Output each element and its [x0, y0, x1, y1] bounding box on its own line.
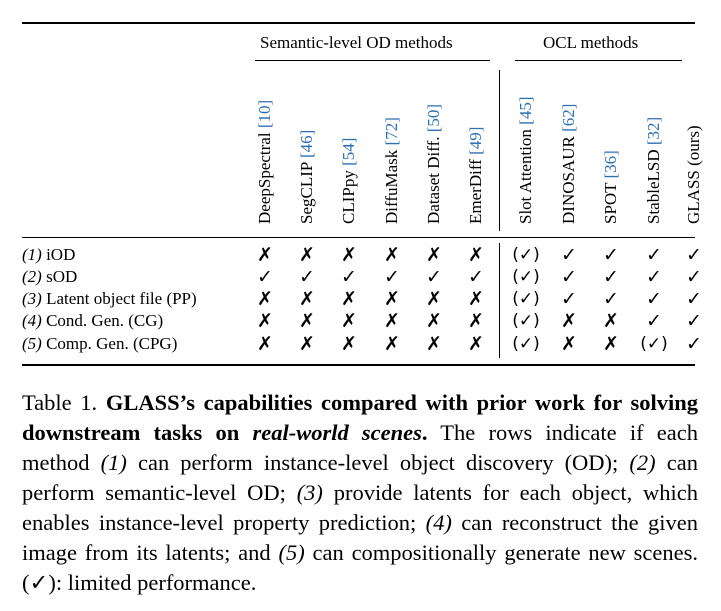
table-cell: ✗: [341, 333, 357, 355]
limited-performance-symbol: (✓): [22, 570, 56, 595]
citation-link[interactable]: [50]: [424, 103, 443, 133]
table-cell: ✓: [603, 288, 619, 310]
table-cell: ✗: [384, 310, 400, 332]
table-cell: ✗: [426, 310, 442, 332]
column-name: SPOT: [601, 182, 620, 224]
table-cell: ✓: [646, 266, 662, 288]
table-cell: ✓: [686, 244, 702, 266]
table-cell: ✓: [686, 288, 702, 310]
table-cell: ✓: [603, 244, 619, 266]
row-label: (4) Cond. Gen. (CG): [22, 311, 164, 330]
table-cell: ✓: [646, 310, 662, 332]
table-cell: ✗: [426, 244, 442, 266]
column-name: DINOSAUR: [559, 136, 578, 224]
table-cell: ✓: [341, 266, 357, 288]
citation-link[interactable]: [45]: [516, 96, 535, 125]
column-name: DiffuMask: [382, 149, 401, 224]
table-cell: ✓: [561, 266, 577, 288]
citation-link[interactable]: [72]: [382, 117, 401, 146]
table-cell: ✓: [384, 266, 400, 288]
caption-prefix: Table 1.: [22, 390, 106, 415]
column-name: GLASS (ours): [684, 125, 703, 224]
column-name: DeepSpectral: [255, 132, 274, 224]
group-separator-line: [499, 70, 500, 231]
row-label: (3) Latent object file (PP): [22, 289, 197, 308]
table-cell: ✗: [384, 288, 400, 310]
table-cell: ✗: [257, 244, 273, 266]
table-cell: ✗: [299, 244, 315, 266]
column-name: Dataset Diff.: [424, 136, 443, 224]
table-cell: ✓: [468, 266, 484, 288]
table-cell: ✗: [603, 333, 619, 355]
column-name: StableLSD: [644, 149, 663, 224]
table-cell: ✗: [384, 244, 400, 266]
table-cell: ✓: [646, 288, 662, 310]
row-label: (5) Comp. Gen. (CPG): [22, 334, 178, 353]
table-cell: ✓: [686, 266, 702, 288]
table-cell: ✗: [426, 288, 442, 310]
column-name: CLIPpy: [339, 170, 358, 224]
row-label: (2) sOD: [22, 267, 78, 286]
table-cell: (✓): [512, 289, 540, 309]
table-cell: ✗: [561, 333, 577, 355]
group-separator-line-body: [499, 243, 500, 358]
table-cell: (✓): [512, 311, 540, 331]
table-cell: ✓: [299, 266, 315, 288]
table-cell: (✓): [512, 245, 540, 265]
column-name: SegCLIP: [297, 162, 316, 224]
table-cell: ✗: [341, 310, 357, 332]
semantic-group-label: Semantic-level OD methods: [260, 33, 453, 52]
column-name: Slot Attention: [516, 129, 535, 224]
citation-link[interactable]: [32]: [644, 116, 663, 146]
table-cell: ✗: [257, 333, 273, 355]
table-cell: ✓: [686, 310, 702, 332]
table-cell: ✗: [341, 244, 357, 266]
column-name: EmerDiff: [466, 159, 485, 224]
table-cell: (✓): [512, 267, 540, 287]
table-cell: ✗: [603, 310, 619, 332]
table-cell: ✗: [561, 310, 577, 332]
table-cell: (✓): [640, 334, 668, 354]
table-cell: ✗: [468, 288, 484, 310]
table-cell: ✓: [561, 288, 577, 310]
table-cell: ✗: [299, 333, 315, 355]
citation-link[interactable]: [36]: [601, 150, 620, 179]
header-bottom-rule: [22, 237, 695, 238]
table-cell: ✗: [384, 333, 400, 355]
table-cell: ✓: [686, 333, 702, 355]
table-cell: ✗: [468, 244, 484, 266]
citation-link[interactable]: [49]: [466, 126, 485, 155]
semantic-group-rule: [255, 60, 490, 61]
table-cell: ✓: [646, 244, 662, 266]
table-cell: ✗: [426, 333, 442, 355]
table-cell: ✗: [341, 288, 357, 310]
ocl-group-label: OCL methods: [543, 33, 639, 52]
citation-link[interactable]: [62]: [559, 103, 578, 132]
citation-link[interactable]: [54]: [339, 137, 358, 166]
table-bottom-rule: [22, 364, 695, 366]
table-cell: ✓: [426, 266, 442, 288]
table-cell: ✓: [603, 266, 619, 288]
table-cell: ✓: [257, 266, 273, 288]
table-cell: ✓: [561, 244, 577, 266]
table-cell: ✗: [257, 310, 273, 332]
table-cell: ✗: [468, 310, 484, 332]
table-cell: (✓): [512, 334, 540, 354]
table-cell: ✗: [299, 288, 315, 310]
table-caption: Table 1. GLASS’s capabilities compared with prior work for solving downstream tasks on real-world scenes. The rows indicate if each method (1) can perform instance-level object discovery (OD); (2) can perform semantic-level OD; (3) provide latents for each object, which enables instance-level property prediction; (4) can reconstruct the given image from its latents; and (5) can compositionally generate new scenes. (✓): limited performance.: [22, 390, 699, 595]
citation-link[interactable]: [10]: [255, 99, 274, 129]
table-top-rule: [22, 22, 695, 24]
ocl-group-rule: [515, 60, 682, 61]
row-label: (1) iOD: [22, 245, 76, 264]
caption-bold-title: GLASS’s capabilities compared with prior work for solving downstream tasks on real-world scenes.: [22, 390, 698, 445]
table-cell: ✗: [468, 333, 484, 355]
table-cell: ✗: [299, 310, 315, 332]
table-cell: ✗: [257, 288, 273, 310]
citation-link[interactable]: [46]: [297, 129, 316, 159]
